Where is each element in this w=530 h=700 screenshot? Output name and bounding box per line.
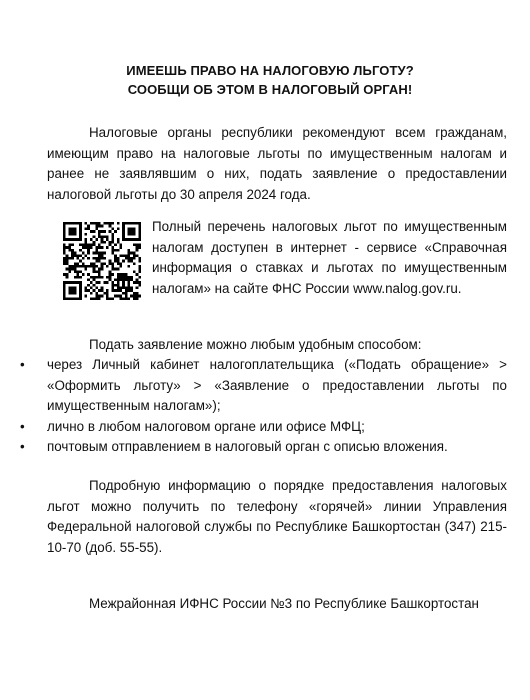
submission-lead: Подать заявление можно любым удобным способом: [89, 337, 422, 352]
submission-methods-list [20, 355, 507, 458]
signature: Межрайонная ИФНС России №3 по Республике Башкортостан [89, 596, 479, 611]
page-title-line-1: ИМЕЕШЬ ПРАВО НА НАЛОГОВУЮ ЛЬГОТУ? [126, 63, 414, 78]
bullet-icon: • [20, 439, 25, 455]
bullet-icon: • [20, 418, 25, 434]
details-paragraph: Подробную информацию о порядке предоставления налоговых льгот можно получить по телефону «горячей» линии Управления Федеральной налоговой службы по Республике Башкортостан (347) 215-10-70 (доб. 55-55). [47, 478, 507, 555]
list-item [20, 437, 507, 458]
method-text: лично в любом налоговом органе или офисе МФЦ; [47, 418, 365, 434]
qr-description: Полный перечень налоговых льгот по имущественным налогам доступен в интернет - сервисе «Справочная информация о ставках и льготах по имущественным налогам» на сайте ФНС России www.nalog.gov.ru. [152, 219, 507, 296]
page-title-line-2: СООБЩИ ОБ ЭТОМ В НАЛОГОВЫЙ ОРГАН! [127, 82, 413, 97]
qr-code-icon[interactable] [63, 222, 141, 300]
list-item [20, 355, 507, 417]
method-text: почтовым отправлением в налоговый орган с описью вложения. [47, 439, 448, 455]
method-text: через Личный кабинет налогоплательщика («Подать обращение» > «Оформить льготу» > «Заявление о предоставлении льготы по имущественным налогам»); [47, 357, 507, 414]
list-item [20, 417, 507, 438]
intro-paragraph: Налоговые органы республики рекомендуют всем гражданам, имеющим право на налоговые льготы по имущественным налогам и ранее не заявлявшим о них, подать заявление о предоставлении налоговой льготы до 30 апреля 2024 года. [47, 125, 507, 202]
bullet-icon: • [20, 357, 25, 372]
